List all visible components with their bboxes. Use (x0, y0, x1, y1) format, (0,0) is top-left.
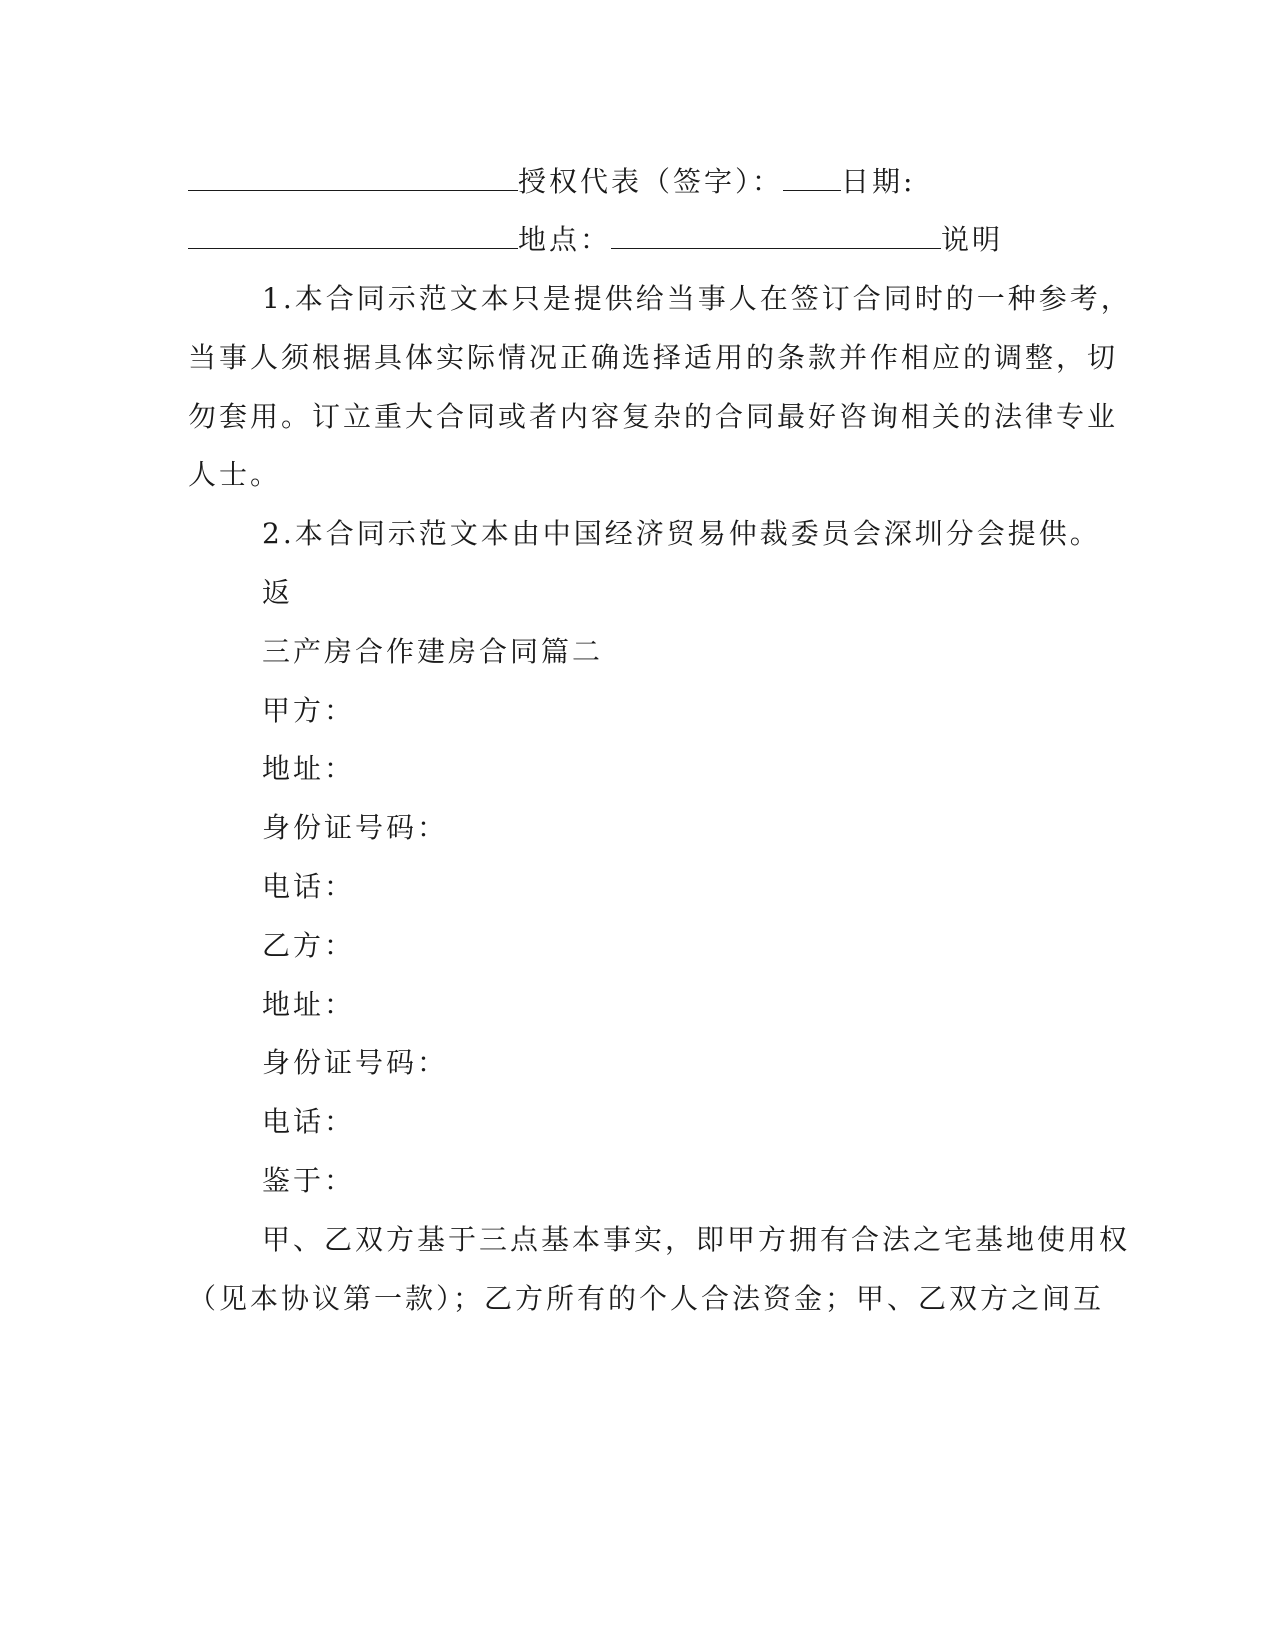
notes-label: 说明 (941, 223, 1004, 256)
whereas-label: 鉴于： (262, 1164, 356, 1197)
body-line-2: （见本协议第一款）；乙方所有的个人合法资金；甲、乙双方之间互 (188, 1282, 1105, 1315)
party-a-phone: 电话： (262, 870, 356, 903)
party-b-phone: 电话： (262, 1105, 356, 1138)
date-label: 日期: (841, 165, 916, 198)
note-2: 2.本合同示范文本由中国经济贸易仲裁委员会深圳分会提供。 (262, 517, 1101, 550)
party-b-address: 地址： (262, 988, 356, 1021)
note-1-line-4: 人士。 (188, 458, 282, 491)
party-a-label: 甲方： (262, 694, 356, 727)
place-label: 地点： (518, 223, 612, 256)
signature-line-1 (188, 164, 915, 200)
body-line-1: 甲、乙双方基于三点基本事实，即甲方拥有合法之宅基地使用权 (262, 1223, 1131, 1256)
place-blank (611, 222, 941, 249)
note-1-line-3: 勿套用。订立重大合同或者内容复杂的合同最好咨询相关的法律专业 (188, 400, 1119, 433)
date-blank (783, 164, 841, 191)
signature-blank (188, 164, 518, 191)
blank-field (188, 222, 518, 249)
note-1-line-1: 1.本合同示范文本只是提供给当事人在签订合同时的一种参考， (262, 282, 1132, 315)
party-b-label: 乙方： (262, 929, 356, 962)
authorized-rep-label: 授权代表（签字）： (518, 165, 784, 198)
contract-title: 三产房合作建房合同篇二 (262, 635, 604, 668)
note-1-line-2: 当事人须根据具体实际情况正确选择适用的条款并作相应的调整，切 (188, 341, 1119, 374)
return-text: 返 (262, 576, 294, 609)
party-a-address: 地址： (262, 752, 356, 785)
party-a-id-number: 身份证号码： (262, 811, 449, 844)
party-b-id-number: 身份证号码： (262, 1046, 449, 1079)
signature-line-2 (188, 222, 1003, 258)
